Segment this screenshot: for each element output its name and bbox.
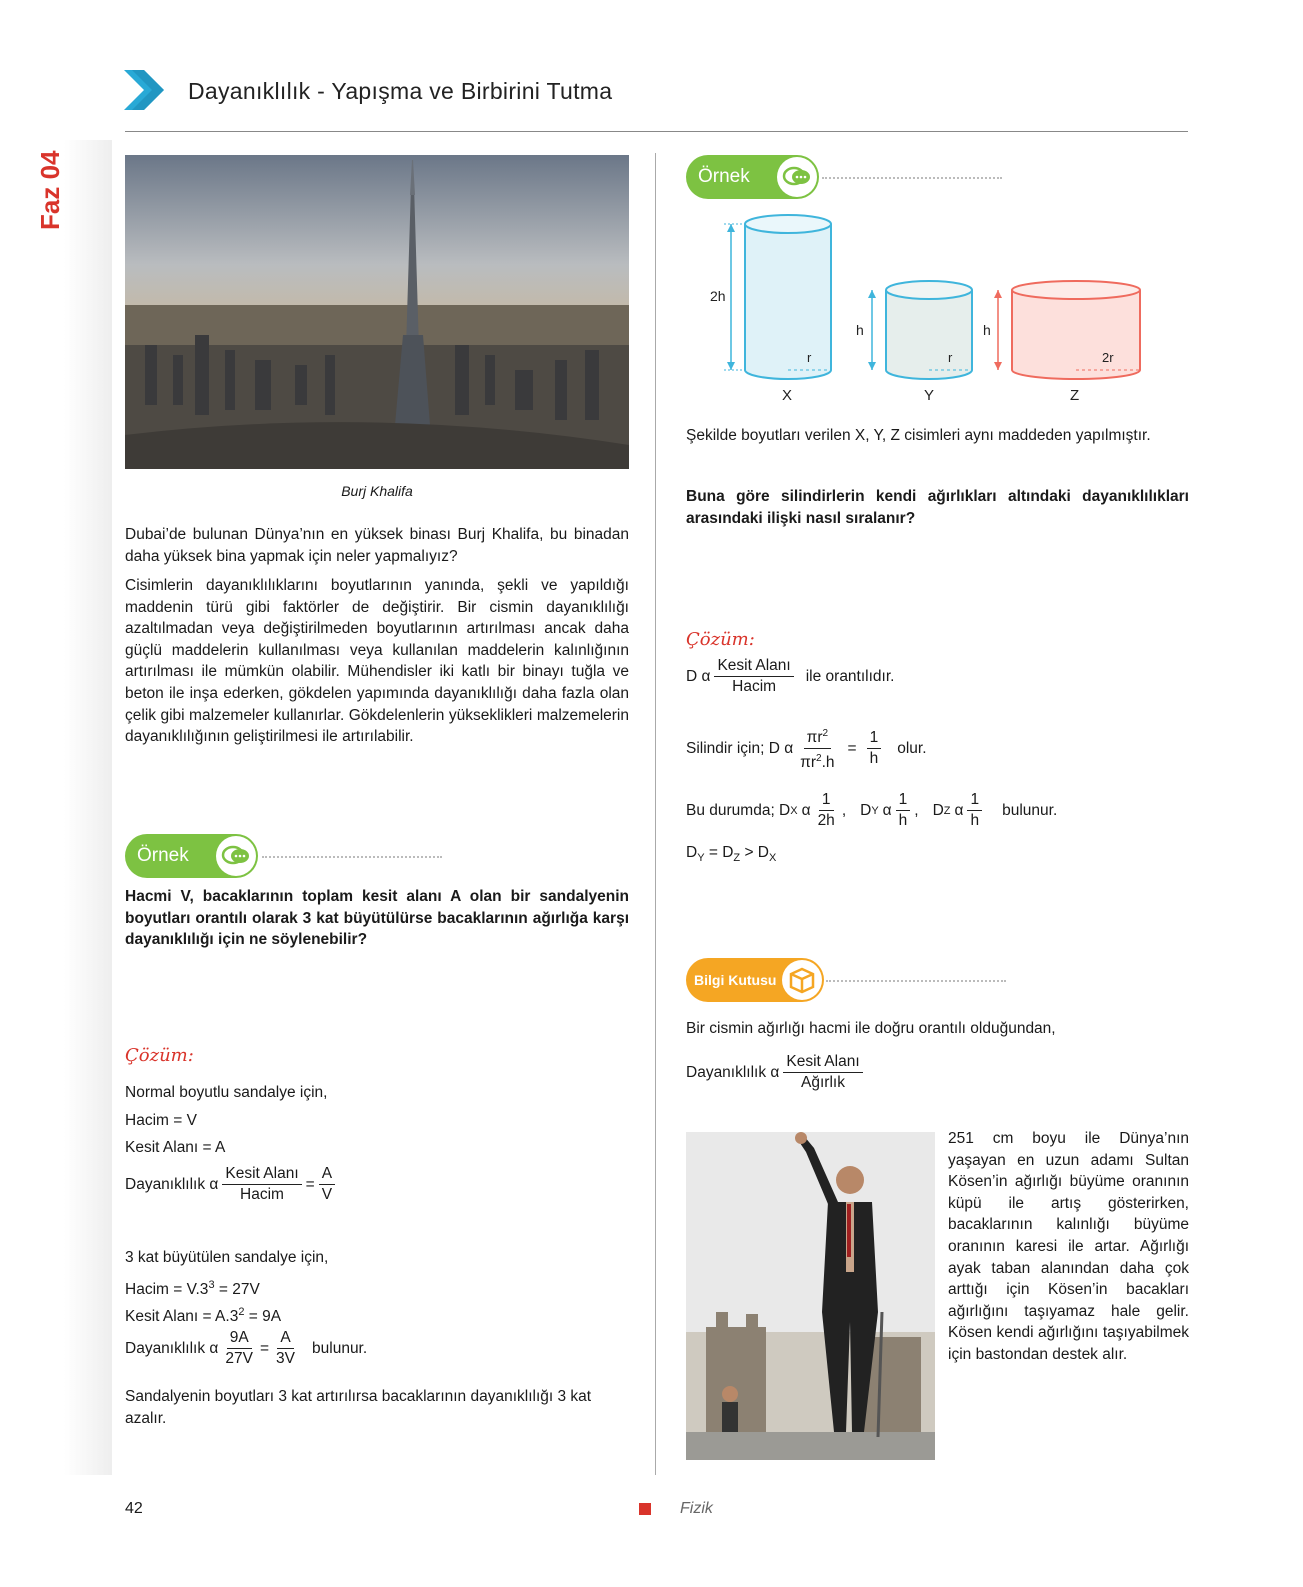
sol-line5: Hacim = $V.3^3 = 27V$: [125, 1279, 260, 1299]
example-badge-left: Örnek: [125, 834, 258, 878]
sol-formula2: Dayanıklılık α $\frac{9A}{27V}$ = $\frac{A}{3V}$ bulunur.: [125, 1329, 368, 1367]
info-formula: Dayanıklılık α $\frac{\text{Kesit Alanı}}{\text{Ağırlık}}$: [686, 1052, 867, 1093]
photo-caption: Burj Khalifa: [341, 483, 413, 499]
cylinders-figure: [700, 210, 1180, 410]
intro-question: Dubai’de bulunan Dünya’nın en yüksek binası Burj Khalifa, bu binadan daha yüksek bina yapmak için neler yapmalıyız?: [125, 526, 629, 565]
sol-formula1: Dayanıklılık α $\frac{\text{Kesit Alanı}}{\text{Hacim}}$ = $\frac{A}{V}$: [125, 1164, 339, 1205]
sol-line2: Hacim = V: [125, 1112, 197, 1129]
info-box-badge: Bilgi Kutusu: [686, 958, 824, 1002]
intro-text: Cisimlerin dayanıklılıklarını boyutlarının yanında, şekli ve yapıldığı maddenin türü gibi faktörler de değiştirir. Bir cismin dayanıklılığı azaltılmadan veya değiştirilmeden boyutlarının artırılması ancak daha güçlü maddelerin kullanılması veya kullanılan maddelerin kalınlığının artırılması ile mümkün olabilir. Mühendisler iki katlı bir binayı tuğla ve beton ile inşa ederken, gökdelen yapımında dayanıklılığı daha fazla olan çelik gibi malzemeler kullanırlar. Gökdelenlerin yükseklikleri malzemelerin dayanıklılığının geliştirilmesi ile artırılabilir.: [125, 577, 629, 746]
sultan-kosen-photo: [686, 1132, 935, 1460]
solution-label-right: Çözüm:: [686, 629, 755, 650]
side-tab-label: [35, 150, 106, 260]
sol-line4: 3 kat büyütülen sandalye için,: [125, 1249, 329, 1266]
chevron-logo-icon: [122, 68, 166, 112]
page-header-title: Dayanıklılık - Yapışma ve Birbirini Tutma: [188, 78, 613, 104]
badge-dots: [822, 177, 1002, 179]
chat-bubble-icon: [216, 836, 256, 876]
r-formula1: D α $\frac{\text{Kesit Alanı}}{\text{Hacim}}$ ile orantılıdır.: [686, 657, 895, 695]
side-band: [64, 140, 112, 1475]
subject-square-icon: [639, 1503, 651, 1515]
cylinder-z: [983, 281, 1140, 404]
chat-bubble-icon: [777, 157, 817, 197]
header-rule: [125, 131, 1188, 132]
svg-text:r: r: [807, 350, 812, 365]
badge-dots: [262, 856, 442, 858]
burj-khalifa-photo: [125, 155, 629, 469]
solution-label-left: Çözüm:: [125, 1045, 194, 1066]
svg-text:r: r: [948, 350, 953, 365]
r-formula3: Bu durumda; D X α $\frac{1}{2h}$ , D Y α $\frac{1}{h}$ , D Z α $\frac{1}{h}$ bulunur.: [686, 791, 1058, 829]
box-icon: [782, 960, 822, 1000]
svg-text:h: h: [983, 322, 991, 338]
info-text: Bir cismin ağırlığı hacmi ile doğru orantılı olduğundan,: [686, 1020, 1056, 1037]
svg-text:Z: Z: [1070, 387, 1080, 404]
svg-text:Faz 04: Faz 04: [35, 150, 65, 230]
svg-text:2r: 2r: [1102, 350, 1114, 365]
example-question-right: Buna göre silindirlerin kendi ağırlıkları altındaki dayanıklılıkları arasındaki ilişki nasıl sıralanır?: [686, 488, 1189, 527]
svg-text:X: X: [782, 387, 793, 404]
svg-text:Y: Y: [924, 387, 935, 404]
example-text-right: Şekilde boyutları verilen X, Y, Z cisimleri aynı maddeden yapılmıştır.: [686, 427, 1151, 444]
cylinder-x: [710, 215, 831, 404]
badge-dots: [826, 980, 1006, 982]
cylinder-y: [856, 281, 972, 404]
kosen-text: 251 cm boyu ile Dünya’nın yaşayan en uzun adamı Sultan Kösen’in ağırlığı büyüme oranının küpü ile artış gösterirken, bacaklarının kalınlığı büyüme oranının karesi ile artar. Ağırlığı ayak taban alanından daha çok arttığı için Kösen’in bacakları ağırlığını taşıyamaz hale gelir. Kösen kendi ağırlığını taşıyabilmek için bastondan destek alır.: [948, 1130, 1189, 1363]
r-relation: $D_Y = D_Z > D_X$: [686, 844, 777, 865]
example-badge-right: Örnek: [686, 155, 819, 199]
sol-conclusion: Sandalyenin boyutları 3 kat artırılırsa bacaklarının dayanıklılığı 3 kat azalır.: [125, 1388, 592, 1427]
r-formula2: Silindir için; D α $\frac{\pi r^2}{\pi r^2.h}$ = $\frac{1}{h}$ olur.: [686, 724, 927, 773]
sol-line3: Kesit Alanı = A: [125, 1139, 226, 1156]
column-divider: [655, 153, 656, 1475]
subject-label: Fizik: [680, 1500, 713, 1517]
example-question-left: Hacmi V, bacaklarının toplam kesit alanı A olan bir sandalyenin boyutları orantılı olarak 3 kat büyütülürse bacaklarının ağırlığa karşı dayanıklılığı için ne söylenebilir?: [125, 888, 629, 949]
page-number: 42: [125, 1500, 143, 1517]
svg-text:2h: 2h: [710, 288, 726, 304]
svg-text:h: h: [856, 322, 864, 338]
sol-line1: Normal boyutlu sandalye için,: [125, 1084, 328, 1101]
sol-line6: Kesit Alanı = $A.3^2 = 9A$: [125, 1306, 282, 1326]
